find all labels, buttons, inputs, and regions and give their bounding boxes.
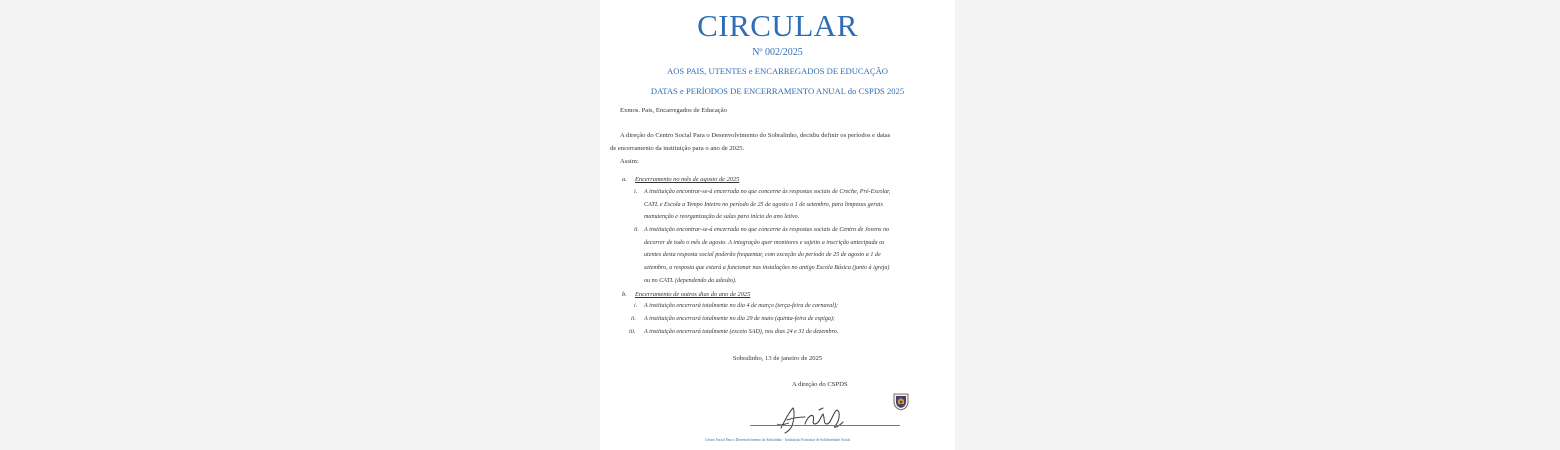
seal-icon bbox=[893, 393, 909, 411]
item-marker: i. bbox=[634, 303, 638, 309]
intro-line: Assim: bbox=[620, 158, 639, 165]
section-marker: a. bbox=[622, 176, 627, 183]
intro-line: A direção do Centro Social Para o Desenvolvimento do Sobralinho, decidiu definir os períodos e datas bbox=[620, 132, 891, 139]
item-line: manutenção e reorganização de salas para início do ano letivo. bbox=[644, 214, 800, 220]
item-line: setembro, a resposta que estará a funcionar nas instalações no antigo Escola Básica (junto à igreja) bbox=[644, 265, 890, 271]
item-line: CATL e Escola a Tempo Inteiro no período de 25 de agosto a 1 de setembro, para limpezas gerais bbox=[644, 202, 883, 208]
item-line: decorrer de todo o mês de agosto. A integração quer monitores e sujeito a inscrição antecipada os bbox=[644, 240, 885, 246]
audience-heading: AOS PAIS, UTENTES e ENCARREGADOS DE EDUCAÇÃO bbox=[667, 66, 888, 76]
signature-line bbox=[750, 425, 900, 426]
item-line: A instituição encerrará totalmente no dia 4 de março (terça-feira de carnaval); bbox=[644, 303, 839, 309]
item-marker: iii. bbox=[629, 329, 636, 335]
item-marker: ii. bbox=[634, 227, 639, 233]
document-title: CIRCULAR bbox=[697, 8, 858, 43]
intro-line: de encerramento da instituição para o ano de 2025. bbox=[610, 145, 745, 152]
section-marker: b. bbox=[622, 291, 627, 298]
circular-number: Nº 002/2025 bbox=[752, 47, 803, 58]
item-line: A instituição encontrar-se-á encerrada no que concerne às respostas sociais de Creche, Pré-Escolar, bbox=[644, 189, 891, 195]
item-marker: ii. bbox=[631, 316, 636, 322]
place-date: Sobralinho, 13 de janeiro de 2025 bbox=[732, 355, 823, 362]
footer-line: Centro Social Para o Desenvolvimento do Sobralinho · Instituição Particular de Solidariedade Social bbox=[705, 438, 850, 442]
section-title: Encerramento no mês de agosto de 2025 bbox=[635, 176, 740, 183]
item-marker: i. bbox=[634, 189, 638, 195]
item-line: ou no CATL (dependendo da adesão). bbox=[644, 278, 737, 284]
salutation: Exmos. Pais, Encarregados de Educação bbox=[620, 107, 727, 114]
section-title: Encerramento de outros dias do ano de 2025 bbox=[635, 291, 751, 298]
subject-heading: DATAS e PERÍODOS DE ENCERRAMENTO ANUAL do CSPDS 2025 bbox=[650, 86, 905, 96]
item-line: A instituição encerrará totalmente no dia 29 de maio (quinta-feira de espiga); bbox=[644, 316, 835, 322]
signatory: A direção do CSPDS bbox=[792, 381, 848, 388]
signature-icon bbox=[775, 402, 855, 436]
item-line: utentes desta resposta social poderão frequentar, com exceção do período de 25 de agosto a 1 de bbox=[644, 252, 881, 258]
item-line: A instituição encontrar-se-á encerrada no que concerne às respostas sociais de Centro de Jovens no bbox=[644, 227, 890, 233]
item-line: A instituição encerrará totalmente (exceto SAD), nos dias 24 e 31 de dezembro. bbox=[644, 329, 839, 335]
circular-page bbox=[600, 0, 955, 450]
